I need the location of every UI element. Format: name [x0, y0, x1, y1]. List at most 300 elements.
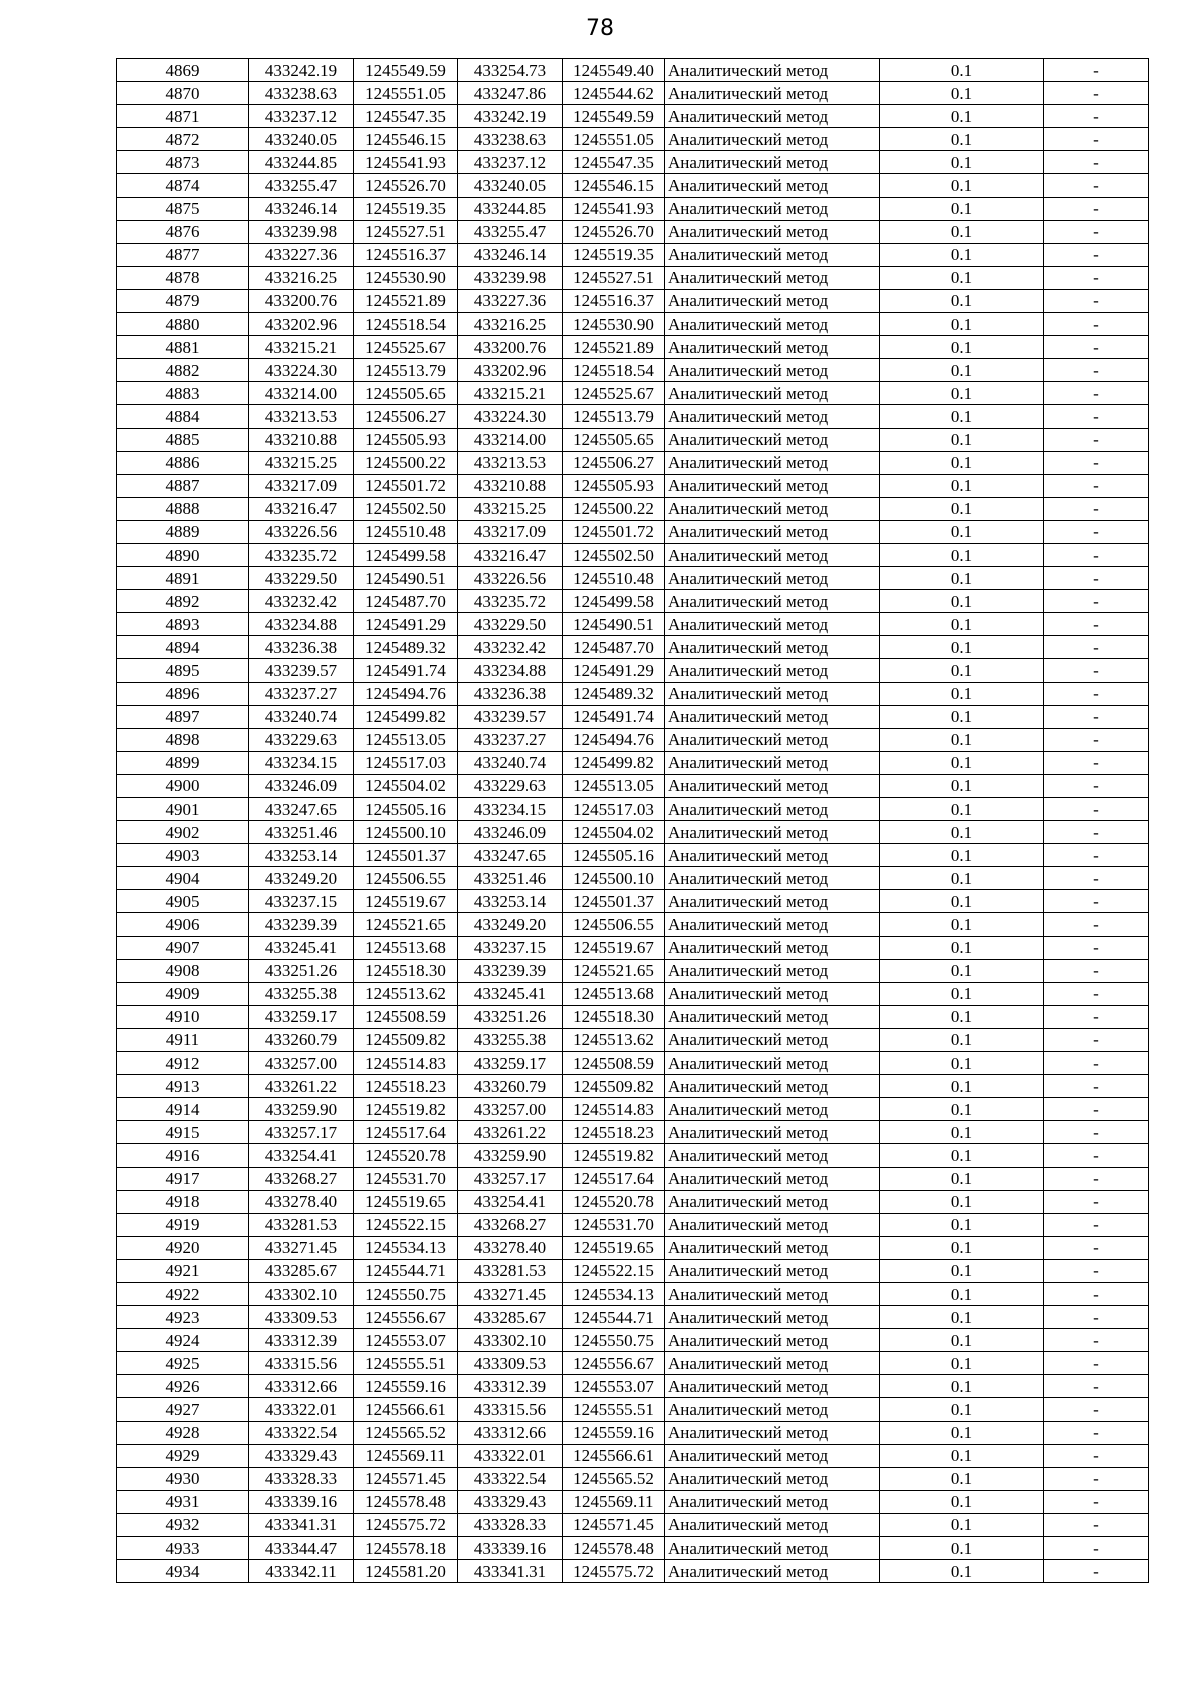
table-row	[117, 1028, 1149, 1051]
x-adjacent-cell: 433259.17	[458, 1052, 563, 1075]
table-row	[117, 936, 1149, 959]
x-adjacent-cell: 433210.88	[458, 474, 563, 497]
y-coordinate-cell: 1245565.52	[354, 1421, 458, 1444]
accuracy-cell: 0.1	[880, 174, 1044, 197]
y-adjacent-cell: 1245522.15	[563, 1259, 665, 1282]
y-coordinate-cell: 1245494.76	[354, 682, 458, 705]
point-number-cell: 4899	[117, 751, 249, 774]
y-coordinate-cell: 1245513.79	[354, 359, 458, 382]
point-number-cell: 4907	[117, 936, 249, 959]
y-adjacent-cell: 1245578.48	[563, 1537, 665, 1560]
y-adjacent-cell: 1245494.76	[563, 728, 665, 751]
x-adjacent-cell: 433216.25	[458, 313, 563, 336]
table-body	[117, 59, 1149, 1583]
accuracy-cell: 0.1	[880, 659, 1044, 682]
accuracy-cell: 0.1	[880, 1190, 1044, 1213]
table-row	[117, 1167, 1149, 1190]
method-cell: Аналитический метод	[665, 1121, 880, 1144]
point-number-cell: 4922	[117, 1282, 249, 1305]
x-adjacent-cell: 433240.74	[458, 751, 563, 774]
point-number-cell: 4928	[117, 1421, 249, 1444]
accuracy-cell: 0.1	[880, 1513, 1044, 1536]
accuracy-cell: 0.1	[880, 774, 1044, 797]
x-adjacent-cell: 433234.15	[458, 798, 563, 821]
description-cell: -	[1044, 289, 1149, 312]
accuracy-cell: 0.1	[880, 728, 1044, 751]
point-number-cell: 4933	[117, 1537, 249, 1560]
x-coordinate-cell: 433260.79	[249, 1028, 354, 1051]
y-coordinate-cell: 1245569.11	[354, 1444, 458, 1467]
y-coordinate-cell: 1245505.93	[354, 428, 458, 451]
x-coordinate-cell: 433247.65	[249, 798, 354, 821]
y-adjacent-cell: 1245550.75	[563, 1329, 665, 1352]
method-cell: Аналитический метод	[665, 243, 880, 266]
method-cell: Аналитический метод	[665, 382, 880, 405]
point-number-cell: 4887	[117, 474, 249, 497]
x-coordinate-cell: 433215.21	[249, 336, 354, 359]
y-coordinate-cell: 1245489.32	[354, 636, 458, 659]
description-cell: -	[1044, 659, 1149, 682]
method-cell: Аналитический метод	[665, 936, 880, 959]
y-adjacent-cell: 1245534.13	[563, 1282, 665, 1305]
accuracy-cell: 0.1	[880, 1421, 1044, 1444]
point-number-cell: 4894	[117, 636, 249, 659]
x-adjacent-cell: 433239.98	[458, 266, 563, 289]
point-number-cell: 4931	[117, 1490, 249, 1513]
table-row	[117, 336, 1149, 359]
description-cell: -	[1044, 405, 1149, 428]
description-cell: -	[1044, 1513, 1149, 1536]
x-adjacent-cell: 433226.56	[458, 567, 563, 590]
method-cell: Аналитический метод	[665, 636, 880, 659]
description-cell: -	[1044, 151, 1149, 174]
y-adjacent-cell: 1245502.50	[563, 543, 665, 566]
y-coordinate-cell: 1245518.30	[354, 959, 458, 982]
table-row	[117, 613, 1149, 636]
description-cell: -	[1044, 128, 1149, 151]
point-number-cell: 4892	[117, 590, 249, 613]
x-adjacent-cell: 433255.47	[458, 220, 563, 243]
description-cell: -	[1044, 613, 1149, 636]
table-row	[117, 1467, 1149, 1490]
y-coordinate-cell: 1245490.51	[354, 567, 458, 590]
description-cell: -	[1044, 798, 1149, 821]
method-cell: Аналитический метод	[665, 567, 880, 590]
description-cell: -	[1044, 1005, 1149, 1028]
y-coordinate-cell: 1245527.51	[354, 220, 458, 243]
accuracy-cell: 0.1	[880, 405, 1044, 428]
method-cell: Аналитический метод	[665, 151, 880, 174]
description-cell: -	[1044, 1121, 1149, 1144]
method-cell: Аналитический метод	[665, 682, 880, 705]
description-cell: -	[1044, 1282, 1149, 1305]
y-adjacent-cell: 1245571.45	[563, 1513, 665, 1536]
x-coordinate-cell: 433259.17	[249, 1005, 354, 1028]
accuracy-cell: 0.1	[880, 821, 1044, 844]
point-number-cell: 4901	[117, 798, 249, 821]
x-adjacent-cell: 433249.20	[458, 913, 563, 936]
point-number-cell: 4906	[117, 913, 249, 936]
x-coordinate-cell: 433224.30	[249, 359, 354, 382]
accuracy-cell: 0.1	[880, 336, 1044, 359]
description-cell: -	[1044, 1236, 1149, 1259]
description-cell: -	[1044, 1375, 1149, 1398]
y-coordinate-cell: 1245491.74	[354, 659, 458, 682]
point-number-cell: 4934	[117, 1560, 249, 1583]
y-adjacent-cell: 1245575.72	[563, 1560, 665, 1583]
point-number-cell: 4918	[117, 1190, 249, 1213]
y-coordinate-cell: 1245519.67	[354, 890, 458, 913]
method-cell: Аналитический метод	[665, 590, 880, 613]
point-number-cell: 4891	[117, 567, 249, 590]
y-coordinate-cell: 1245547.35	[354, 105, 458, 128]
x-coordinate-cell: 433200.76	[249, 289, 354, 312]
point-number-cell: 4902	[117, 821, 249, 844]
y-coordinate-cell: 1245501.72	[354, 474, 458, 497]
point-number-cell: 4883	[117, 382, 249, 405]
y-coordinate-cell: 1245571.45	[354, 1467, 458, 1490]
y-coordinate-cell: 1245549.59	[354, 59, 458, 82]
x-adjacent-cell: 433251.46	[458, 867, 563, 890]
method-cell: Аналитический метод	[665, 197, 880, 220]
y-coordinate-cell: 1245521.65	[354, 913, 458, 936]
point-number-cell: 4898	[117, 728, 249, 751]
method-cell: Аналитический метод	[665, 844, 880, 867]
table-row	[117, 1005, 1149, 1028]
point-number-cell: 4927	[117, 1398, 249, 1421]
y-adjacent-cell: 1245549.40	[563, 59, 665, 82]
y-adjacent-cell: 1245566.61	[563, 1444, 665, 1467]
point-number-cell: 4876	[117, 220, 249, 243]
x-coordinate-cell: 433328.33	[249, 1467, 354, 1490]
point-number-cell: 4878	[117, 266, 249, 289]
x-coordinate-cell: 433312.66	[249, 1375, 354, 1398]
method-cell: Аналитический метод	[665, 613, 880, 636]
y-adjacent-cell: 1245499.82	[563, 751, 665, 774]
point-number-cell: 4885	[117, 428, 249, 451]
x-coordinate-cell: 433261.22	[249, 1075, 354, 1098]
method-cell: Аналитический метод	[665, 428, 880, 451]
description-cell: -	[1044, 428, 1149, 451]
y-adjacent-cell: 1245541.93	[563, 197, 665, 220]
table-row	[117, 1329, 1149, 1352]
y-adjacent-cell: 1245521.89	[563, 336, 665, 359]
point-number-cell: 4924	[117, 1329, 249, 1352]
table-row	[117, 913, 1149, 936]
y-adjacent-cell: 1245491.29	[563, 659, 665, 682]
y-adjacent-cell: 1245551.05	[563, 128, 665, 151]
y-coordinate-cell: 1245522.15	[354, 1213, 458, 1236]
method-cell: Аналитический метод	[665, 728, 880, 751]
x-adjacent-cell: 433215.25	[458, 497, 563, 520]
y-coordinate-cell: 1245513.68	[354, 936, 458, 959]
x-coordinate-cell: 433246.09	[249, 774, 354, 797]
description-cell: -	[1044, 82, 1149, 105]
description-cell: -	[1044, 266, 1149, 289]
y-coordinate-cell: 1245500.10	[354, 821, 458, 844]
y-adjacent-cell: 1245518.30	[563, 1005, 665, 1028]
method-cell: Аналитический метод	[665, 1259, 880, 1282]
accuracy-cell: 0.1	[880, 682, 1044, 705]
y-coordinate-cell: 1245487.70	[354, 590, 458, 613]
method-cell: Аналитический метод	[665, 474, 880, 497]
table-row	[117, 266, 1149, 289]
point-number-cell: 4932	[117, 1513, 249, 1536]
method-cell: Аналитический метод	[665, 1028, 880, 1051]
method-cell: Аналитический метод	[665, 659, 880, 682]
point-number-cell: 4875	[117, 197, 249, 220]
description-cell: -	[1044, 959, 1149, 982]
y-adjacent-cell: 1245489.32	[563, 682, 665, 705]
x-adjacent-cell: 433257.17	[458, 1167, 563, 1190]
x-adjacent-cell: 433239.57	[458, 705, 563, 728]
method-cell: Аналитический метод	[665, 289, 880, 312]
y-coordinate-cell: 1245518.54	[354, 313, 458, 336]
description-cell: -	[1044, 982, 1149, 1005]
point-number-cell: 4881	[117, 336, 249, 359]
y-coordinate-cell: 1245505.65	[354, 382, 458, 405]
x-coordinate-cell: 433240.74	[249, 705, 354, 728]
accuracy-cell: 0.1	[880, 451, 1044, 474]
description-cell: -	[1044, 474, 1149, 497]
x-adjacent-cell: 433244.85	[458, 197, 563, 220]
x-coordinate-cell: 433237.27	[249, 682, 354, 705]
y-coordinate-cell: 1245550.75	[354, 1282, 458, 1305]
y-adjacent-cell: 1245519.35	[563, 243, 665, 266]
table-row	[117, 520, 1149, 543]
y-adjacent-cell: 1245500.10	[563, 867, 665, 890]
y-adjacent-cell: 1245513.79	[563, 405, 665, 428]
description-cell: -	[1044, 728, 1149, 751]
accuracy-cell: 0.1	[880, 128, 1044, 151]
x-coordinate-cell: 433237.12	[249, 105, 354, 128]
y-adjacent-cell: 1245500.22	[563, 497, 665, 520]
method-cell: Аналитический метод	[665, 1490, 880, 1513]
accuracy-cell: 0.1	[880, 474, 1044, 497]
x-coordinate-cell: 433229.63	[249, 728, 354, 751]
accuracy-cell: 0.1	[880, 1560, 1044, 1583]
accuracy-cell: 0.1	[880, 1028, 1044, 1051]
table-row	[117, 82, 1149, 105]
point-number-cell: 4873	[117, 151, 249, 174]
y-adjacent-cell: 1245506.55	[563, 913, 665, 936]
accuracy-cell: 0.1	[880, 1213, 1044, 1236]
x-adjacent-cell: 433229.63	[458, 774, 563, 797]
y-adjacent-cell: 1245506.27	[563, 451, 665, 474]
y-adjacent-cell: 1245501.37	[563, 890, 665, 913]
x-coordinate-cell: 433312.39	[249, 1329, 354, 1352]
accuracy-cell: 0.1	[880, 705, 1044, 728]
y-coordinate-cell: 1245566.61	[354, 1398, 458, 1421]
method-cell: Аналитический метод	[665, 1213, 880, 1236]
method-cell: Аналитический метод	[665, 1467, 880, 1490]
x-adjacent-cell: 433214.00	[458, 428, 563, 451]
table-row	[117, 1098, 1149, 1121]
description-cell: -	[1044, 1398, 1149, 1421]
method-cell: Аналитический метод	[665, 1352, 880, 1375]
y-coordinate-cell: 1245510.48	[354, 520, 458, 543]
description-cell: -	[1044, 174, 1149, 197]
table-row	[117, 1306, 1149, 1329]
y-adjacent-cell: 1245544.62	[563, 82, 665, 105]
accuracy-cell: 0.1	[880, 1329, 1044, 1352]
description-cell: -	[1044, 890, 1149, 913]
description-cell: -	[1044, 567, 1149, 590]
method-cell: Аналитический метод	[665, 1306, 880, 1329]
description-cell: -	[1044, 1190, 1149, 1213]
accuracy-cell: 0.1	[880, 220, 1044, 243]
table-row	[117, 959, 1149, 982]
x-coordinate-cell: 433234.88	[249, 613, 354, 636]
accuracy-cell: 0.1	[880, 1537, 1044, 1560]
y-adjacent-cell: 1245491.74	[563, 705, 665, 728]
y-coordinate-cell: 1245578.18	[354, 1537, 458, 1560]
x-adjacent-cell: 433236.38	[458, 682, 563, 705]
description-cell: -	[1044, 1075, 1149, 1098]
x-adjacent-cell: 433271.45	[458, 1282, 563, 1305]
description-cell: -	[1044, 1329, 1149, 1352]
description-cell: -	[1044, 543, 1149, 566]
method-cell: Аналитический метод	[665, 1190, 880, 1213]
x-adjacent-cell: 433245.41	[458, 982, 563, 1005]
y-adjacent-cell: 1245527.51	[563, 266, 665, 289]
y-coordinate-cell: 1245526.70	[354, 174, 458, 197]
method-cell: Аналитический метод	[665, 1537, 880, 1560]
description-cell: -	[1044, 1352, 1149, 1375]
y-coordinate-cell: 1245514.83	[354, 1052, 458, 1075]
x-coordinate-cell: 433268.27	[249, 1167, 354, 1190]
point-number-cell: 4910	[117, 1005, 249, 1028]
x-coordinate-cell: 433214.00	[249, 382, 354, 405]
point-number-cell: 4905	[117, 890, 249, 913]
x-coordinate-cell: 433255.47	[249, 174, 354, 197]
method-cell: Аналитический метод	[665, 266, 880, 289]
method-cell: Аналитический метод	[665, 1167, 880, 1190]
point-number-cell: 4921	[117, 1259, 249, 1282]
description-cell: -	[1044, 590, 1149, 613]
method-cell: Аналитический метод	[665, 1444, 880, 1467]
y-coordinate-cell: 1245513.05	[354, 728, 458, 751]
x-coordinate-cell: 433244.85	[249, 151, 354, 174]
x-adjacent-cell: 433259.90	[458, 1144, 563, 1167]
x-adjacent-cell: 433278.40	[458, 1236, 563, 1259]
accuracy-cell: 0.1	[880, 867, 1044, 890]
x-adjacent-cell: 433237.27	[458, 728, 563, 751]
x-coordinate-cell: 433249.20	[249, 867, 354, 890]
accuracy-cell: 0.1	[880, 1259, 1044, 1282]
point-number-cell: 4884	[117, 405, 249, 428]
description-cell: -	[1044, 867, 1149, 890]
method-cell: Аналитический метод	[665, 520, 880, 543]
description-cell: -	[1044, 1028, 1149, 1051]
table-row	[117, 1236, 1149, 1259]
point-number-cell: 4915	[117, 1121, 249, 1144]
table-row	[117, 1144, 1149, 1167]
accuracy-cell: 0.1	[880, 1121, 1044, 1144]
point-number-cell: 4914	[117, 1098, 249, 1121]
y-adjacent-cell: 1245553.07	[563, 1375, 665, 1398]
y-adjacent-cell: 1245505.93	[563, 474, 665, 497]
point-number-cell: 4919	[117, 1213, 249, 1236]
accuracy-cell: 0.1	[880, 636, 1044, 659]
description-cell: -	[1044, 1490, 1149, 1513]
method-cell: Аналитический метод	[665, 1282, 880, 1305]
method-cell: Аналитический метод	[665, 1560, 880, 1583]
y-coordinate-cell: 1245499.58	[354, 543, 458, 566]
method-cell: Аналитический метод	[665, 798, 880, 821]
y-adjacent-cell: 1245487.70	[563, 636, 665, 659]
x-adjacent-cell: 433237.12	[458, 151, 563, 174]
table-row	[117, 1190, 1149, 1213]
x-adjacent-cell: 433322.01	[458, 1444, 563, 1467]
y-adjacent-cell: 1245508.59	[563, 1052, 665, 1075]
y-coordinate-cell: 1245517.03	[354, 751, 458, 774]
point-number-cell: 4890	[117, 543, 249, 566]
x-adjacent-cell: 433329.43	[458, 1490, 563, 1513]
y-coordinate-cell: 1245502.50	[354, 497, 458, 520]
point-number-cell: 4900	[117, 774, 249, 797]
description-cell: -	[1044, 1052, 1149, 1075]
x-adjacent-cell: 433339.16	[458, 1537, 563, 1560]
point-number-cell: 4877	[117, 243, 249, 266]
description-cell: -	[1044, 197, 1149, 220]
y-adjacent-cell: 1245513.05	[563, 774, 665, 797]
accuracy-cell: 0.1	[880, 197, 1044, 220]
point-number-cell: 4926	[117, 1375, 249, 1398]
point-number-cell: 4904	[117, 867, 249, 890]
accuracy-cell: 0.1	[880, 936, 1044, 959]
x-adjacent-cell: 433315.56	[458, 1398, 563, 1421]
description-cell: -	[1044, 682, 1149, 705]
y-adjacent-cell: 1245519.82	[563, 1144, 665, 1167]
x-coordinate-cell: 433216.47	[249, 497, 354, 520]
y-coordinate-cell: 1245530.90	[354, 266, 458, 289]
accuracy-cell: 0.1	[880, 82, 1044, 105]
x-coordinate-cell: 433239.98	[249, 220, 354, 243]
x-coordinate-cell: 433257.17	[249, 1121, 354, 1144]
x-adjacent-cell: 433227.36	[458, 289, 563, 312]
table-row	[117, 890, 1149, 913]
x-coordinate-cell: 433238.63	[249, 82, 354, 105]
y-coordinate-cell: 1245519.35	[354, 197, 458, 220]
x-adjacent-cell: 433217.09	[458, 520, 563, 543]
x-adjacent-cell: 433260.79	[458, 1075, 563, 1098]
table-row	[117, 174, 1149, 197]
description-cell: -	[1044, 336, 1149, 359]
x-adjacent-cell: 433341.31	[458, 1560, 563, 1583]
table-row	[117, 313, 1149, 336]
accuracy-cell: 0.1	[880, 266, 1044, 289]
description-cell: -	[1044, 105, 1149, 128]
y-adjacent-cell: 1245569.11	[563, 1490, 665, 1513]
table-row	[117, 1537, 1149, 1560]
method-cell: Аналитический метод	[665, 1398, 880, 1421]
x-coordinate-cell: 433344.47	[249, 1537, 354, 1560]
x-coordinate-cell: 433322.54	[249, 1421, 354, 1444]
method-cell: Аналитический метод	[665, 359, 880, 382]
description-cell: -	[1044, 1213, 1149, 1236]
page-number: 78	[586, 16, 614, 41]
x-coordinate-cell: 433229.50	[249, 567, 354, 590]
table-row	[117, 1444, 1149, 1467]
point-number-cell: 4880	[117, 313, 249, 336]
table-row	[117, 220, 1149, 243]
table-row	[117, 682, 1149, 705]
description-cell: -	[1044, 451, 1149, 474]
y-coordinate-cell: 1245555.51	[354, 1352, 458, 1375]
accuracy-cell: 0.1	[880, 289, 1044, 312]
y-adjacent-cell: 1245530.90	[563, 313, 665, 336]
